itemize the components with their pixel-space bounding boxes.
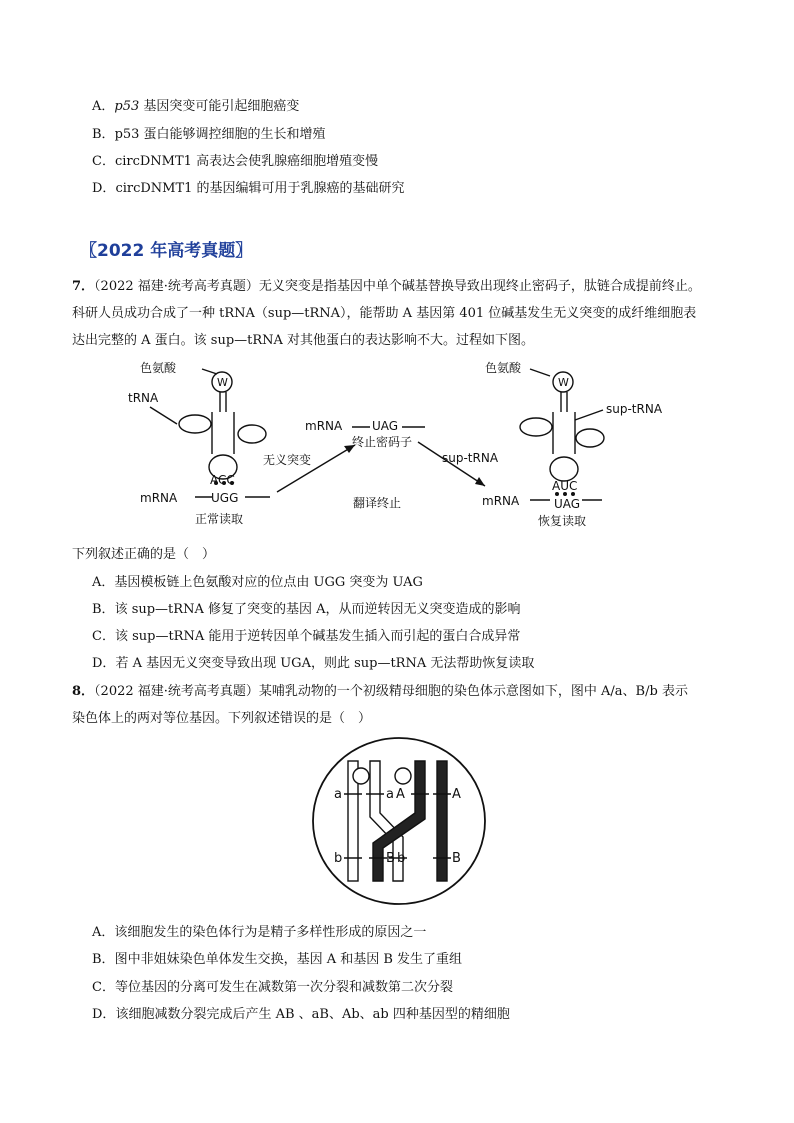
mid-caption: 终止密码子 bbox=[352, 435, 413, 449]
gene-label-A3: A bbox=[452, 787, 461, 802]
left-w-label: W bbox=[217, 376, 228, 389]
chromatid-4 bbox=[437, 761, 447, 881]
left-t-loop bbox=[238, 425, 266, 443]
q7-question: 下列叙述正确的是（ ） bbox=[72, 547, 216, 562]
arrow2-label: sup-tRNA bbox=[442, 451, 499, 465]
q8-option-d: D．该细胞减数分裂完成后产生 AB 、aB、Ab、ab 四种基因型的精细胞 bbox=[92, 1007, 510, 1022]
centromere-2 bbox=[395, 768, 411, 784]
q8-option-b: B．图中非姐妹染色单体发生交换，基因 A 和基因 B 发生了重组 bbox=[92, 952, 463, 967]
right-trp-label: 色氨酸 bbox=[485, 361, 522, 375]
q7-option-d: D．若 A 基因无义突变导致出现 UGA，则此 sup—tRNA 无法帮助恢复读取 bbox=[92, 656, 535, 671]
q7-option-c: C．该 sup—tRNA 能用于逆转因单个碱基发生插入而引起的蛋白合成异常 bbox=[92, 629, 521, 644]
q8-option-a: A．该细胞发生的染色体行为是精子多样性形成的原因之一 bbox=[92, 925, 427, 940]
q7-trna-diagram bbox=[120, 352, 700, 537]
left-codon-label: UGG bbox=[211, 491, 239, 505]
mid-codon-label: UAG bbox=[372, 419, 399, 433]
left-trp-label: 色氨酸 bbox=[140, 361, 177, 375]
left-anticodon-label: ACC bbox=[210, 473, 235, 487]
gene-label-a2: a bbox=[386, 787, 394, 802]
right-trp-pointer bbox=[530, 369, 550, 376]
prev-option-a: A．p53 基因突变可能引起细胞癌变 bbox=[92, 99, 300, 114]
right-t-loop bbox=[576, 429, 604, 447]
left-trna-body bbox=[212, 412, 234, 454]
prev-option-c: C．circDNMT1 高表达会使乳腺癌细胞增殖变慢 bbox=[92, 154, 379, 169]
gene-label-B3: B bbox=[452, 851, 461, 866]
gene-label-B2: B bbox=[386, 851, 395, 866]
right-sup-label: sup-tRNA bbox=[606, 402, 663, 416]
right-w-label: W bbox=[558, 376, 569, 389]
left-d-loop bbox=[179, 415, 211, 433]
gene-label-A2: A bbox=[396, 787, 405, 802]
mid-mrna-label: mRNA bbox=[305, 419, 343, 433]
q7-option-a: A．基因模板链上色氨酸对应的位点由 UGG 突变为 UAG bbox=[92, 575, 423, 590]
right-anticodon-label: AUC bbox=[552, 479, 578, 493]
left-trp-pointer bbox=[202, 369, 217, 374]
q8-option-c: C．等位基因的分离可发生在减数第一次分裂和减数第二次分裂 bbox=[92, 980, 453, 995]
right-sup-pointer bbox=[575, 410, 603, 420]
gene-label-a1: a bbox=[334, 787, 342, 802]
gene-label-b1: b bbox=[334, 851, 343, 866]
q7-stem-line-3: 达出完整的 A 蛋白。该 sup—tRNA 对其他蛋白的表达影响不大。过程如下图。 bbox=[72, 333, 535, 348]
centromere-1 bbox=[353, 768, 369, 784]
q8-stem-line-1: 8．（2022 福建·统考高考真题）某哺乳动物的一个初级精母细胞的染色体示意图如下，图中 A/a、B/b 表示 bbox=[72, 684, 688, 699]
left-mrna-label: mRNA bbox=[140, 491, 178, 505]
left-caption: 正常读取 bbox=[195, 512, 244, 526]
prev-option-b: B．p53 蛋白能够调控细胞的生长和增殖 bbox=[92, 127, 326, 142]
q7-stem-line-2: 科研人员成功合成了一种 tRNA（sup—tRNA），能帮助 A 基因第 401 位碱基发生无义突变的成纤维细胞表 bbox=[72, 306, 697, 321]
right-mrna-label: mRNA bbox=[482, 494, 520, 508]
right-codon-label: UAG bbox=[554, 497, 581, 511]
left-trna-pointer bbox=[150, 407, 177, 424]
arrow-sup-head bbox=[475, 477, 485, 486]
prev-option-d: D．circDNMT1 的基因编辑可用于乳腺癌的基础研究 bbox=[92, 181, 405, 196]
q7-stem-line-1: 7．（2022 福建·统考高考真题）无义突变是指基因中单个碱基替换导致出现终止密码子，肽链合成提前终止。 bbox=[72, 279, 701, 294]
q8-stem-line-2: 染色体上的两对等位基因。下列叙述错误的是（ ） bbox=[72, 711, 372, 726]
right-d-loop bbox=[520, 418, 552, 436]
arrow1-label: 无义突变 bbox=[263, 453, 312, 467]
mid-bottom-label: 翻译终止 bbox=[353, 496, 402, 510]
right-caption: 恢复读取 bbox=[538, 514, 587, 528]
gene-label-b2: b bbox=[397, 851, 406, 866]
right-anticodon-loop bbox=[550, 457, 578, 481]
q8-chromosome-diagram bbox=[300, 733, 500, 913]
left-acceptor-stem bbox=[220, 392, 226, 412]
right-trna-body bbox=[553, 412, 575, 454]
right-acceptor-stem bbox=[561, 392, 567, 412]
q7-option-b: B．该 sup—tRNA 修复了突变的基因 A，从而逆转因无义突变造成的影响 bbox=[92, 602, 521, 617]
section-heading: 〖2022 年高考真题〗 bbox=[80, 241, 253, 261]
left-trna-label: tRNA bbox=[128, 391, 159, 405]
